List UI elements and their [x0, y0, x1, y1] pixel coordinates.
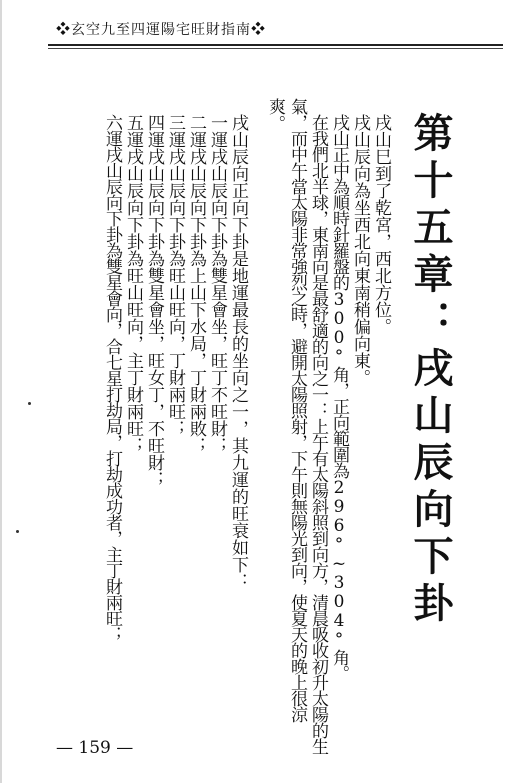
cycle-item-2: 二運戌山辰向下卦為上山下水局，丁財兩敗；	[186, 114, 206, 454]
running-title: ❖玄空九至四運陽宅旺財指南❖	[56, 22, 266, 38]
scan-speck	[28, 402, 31, 405]
cycle-item-1: 一運戌山辰向下卦為雙星會坐，旺丁不旺財；	[207, 114, 227, 454]
running-header	[48, 10, 505, 60]
scan-speck	[16, 530, 19, 533]
cycle-item-4: 四運戌山辰向下卦為雙星會坐，旺女丁，不旺財；	[144, 114, 164, 488]
intro-line-6: 爽。	[265, 98, 285, 132]
intro-line-4: 在我們北半球，東南向是最舒適的向之一：上午有太陽斜照到向方，清晨吸收初升太陽的生	[308, 114, 328, 754]
page-number: — 159 —	[56, 738, 134, 758]
intro-line-1: 戌山巳到了乾宮，西北方位。	[371, 114, 391, 335]
intro-line-5: 氣，而中午當太陽非常強烈之時，避開太陽照射，下午則無陽光到向，使夏天的晚上很涼	[287, 98, 307, 722]
cycle-item-6: 六運戌山辰向下卦為雙星會向，合七星打劫局，打劫成功者，主丁財兩旺；	[102, 114, 122, 642]
cycles-lead: 戌山辰向正向下卦是地運最長的坐向之一，其九運的旺衰如下：	[228, 114, 248, 590]
cycle-item-3: 三運戌山辰向下卦為旺山旺向，丁財兩旺；	[165, 114, 185, 437]
intro-line-3: 戌山正中為順時針羅盤的300°角，正向範圍為296°~304°角。	[329, 114, 349, 681]
chapter-title: 第十五章：戌山辰向下卦	[407, 112, 453, 629]
header-rule-thin	[48, 48, 503, 49]
intro-line-2: 戌山辰向為坐西北向東南稍偏向東。	[350, 114, 370, 386]
cycle-item-5: 五運戌山辰向下卦為旺山旺向，主丁財兩旺；	[123, 114, 143, 454]
header-rule-thick	[48, 44, 503, 46]
